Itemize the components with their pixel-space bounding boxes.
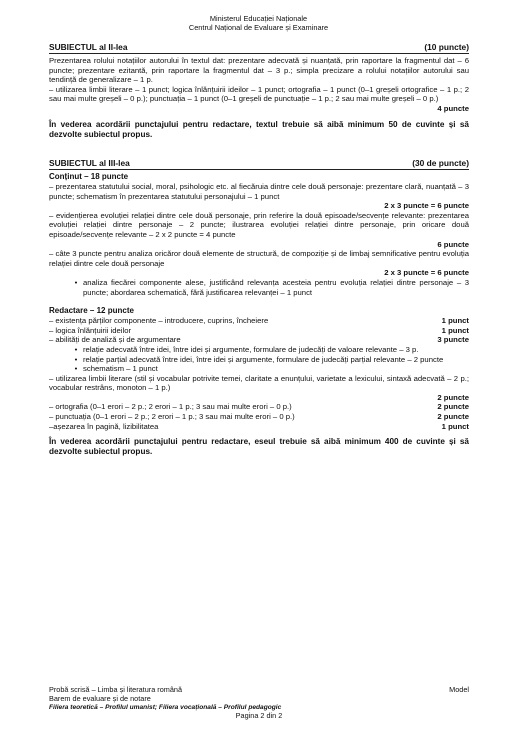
bullet-icon: • [74,344,78,354]
criterion-text: – utilizarea limbii literare – 1 punct; logica înlănțuirii ideilor – 1 punct; ortografia – 1 punct (0–1 greșeli ortografice – 1 p.; 2 sau mai multe greșeli – 0 p.); punctuația – 1 punct (0–1 greșeli de punctuație – 1 p.; 2 sau mai multe greșeli – 0 p.) [49,84,469,104]
criterion-points: 1 punct [441,421,469,431]
section-title: SUBIECTUL al II-lea [49,42,128,52]
criterion-row [49,316,469,326]
bullet-icon: • [74,354,78,364]
track-profile: Filiera teoretică – Profilul umanist; Filiera vocațională – Profilul pedagogic [49,703,282,711]
bullet-text: relație adecvată între idei, între idei și argumente, formulare de judecăți de valoare relevante – 3 p. [83,344,419,354]
criterion-points: 1 punct [441,325,469,335]
criterion-text: – câte 3 puncte pentru analiza oricăror două elemente de structură, de compoziție și de limbaj semnificative pentru evoluția relației dintre cele două personaje [49,249,469,268]
criterion-row [49,326,469,336]
criterion-text: Prezentarea rolului notațiilor autorului în textul dat: prezentare adecvată și nuanțată, prin raportare la fragmentul dat – 6 puncte; prezentare ezitantă, prin raportare la fragmentul dat – 3 p.; simpla precizare a rolului notațiilor autorului sau tendință de generalizare – 1 p. [49,56,469,85]
criterion-points: 2 x 3 puncte = 6 puncte [384,268,469,278]
bullet-text: analiza fiecărei componente alese, justificând relevanța acesteia pentru evoluția relației dintre personaje – 3 puncte; abordarea schematică, fără justificarea relevanței – 1 punct [83,277,469,297]
section-title: SUBIECTUL al III-lea [49,158,130,168]
criterion-points: 4 puncte [437,103,469,113]
criterion-row [49,412,469,422]
bullet-text: schematism – 1 punct [83,364,158,374]
list-item [49,345,469,355]
criterion-points: 3 puncte [437,335,469,345]
page-number: Pagina 2 din 2 [235,711,283,721]
criterion-points: 1 punct [441,316,469,326]
center-name: Centrul Național de Evaluare și Examinare [188,23,329,32]
criterion-points: 6 puncte [437,239,469,249]
criterion-row [49,335,469,345]
bullet-icon: • [74,277,78,287]
section-heading [49,158,469,170]
criterion-row [49,422,469,432]
criterion-points: 2 x 3 puncte = 6 puncte [384,201,469,211]
list-item [49,355,469,365]
criterion-row [49,402,469,412]
model-label: Model [449,685,469,694]
list-item [49,364,469,374]
criterion-points: 2 puncte [437,412,469,422]
ministry-name: Ministerul Educației Naționale [209,14,308,23]
criterion-text: – prezentarea statutului social, moral, psihologic etc. al fiecăruia dintre cele două personaje: prezentare clară, nuanțată – 3 puncte; schematism în prezentarea statutului personajului – 1 punct [49,182,469,201]
document-type: Barem de evaluare și de notare [49,693,151,703]
criterion-text: –așezarea în pagină, lizibilitatea [49,421,159,431]
page-footer [49,686,469,721]
bullet-text: relație parțial adecvată între idei, între idei și argumente, formulare de judecăți parțial relevante – 2 puncte [83,354,444,364]
content-heading: Conținut – 18 puncte [49,172,129,181]
writing-requirement-note: În vederea acordării punctajului pentru redactare, eseul trebuie să aibă minimum 400 de cuvinte și să dezvolte subiectul propus. [49,437,469,457]
criterion-text: – evidențierea evoluției relației dintre cele două personaje, prin referire la două episoade/secvențe relevante: prezentarea evoluției relației dintre personaje – 2 puncte; ilustrarea evoluției relației dintre personaje, prin oricare două episoade/secvențe relevante – 2 x 2 puncte = 4 puncte [49,210,469,239]
section-heading [49,42,469,54]
criterion-points: 2 puncte [437,402,469,412]
writing-heading: Redactare – 12 puncte [49,306,134,316]
section-points: (30 de puncte) [412,158,469,168]
section-subject-3 [49,158,469,458]
criterion-text: – logica înlănțuirii ideilor [49,325,132,335]
criterion-points: 2 puncte [437,392,469,402]
criterion-text: – abilități de analiză și de argumentare [49,335,181,345]
bullet-icon: • [74,364,78,374]
exam-name: Probă scrisă – Limba și literatura română [49,685,183,694]
criterion-text: – utilizarea limbii literare (stil și vocabular potrivite temei, claritate a enunțului, varietate a lexicului, sintaxă adecvată – 2 p.; vocabular restrâns, monoton – 1 p.) [49,373,469,393]
section-points: (10 puncte) [424,42,469,52]
page-header [0,14,517,32]
criterion-text: – ortografia (0–1 erori – 2 p.; 2 erori – 1 p.; 3 sau mai multe erori – 0 p.) [49,402,292,412]
writing-requirement-note: În vederea acordării punctajului pentru redactare, textul trebuie să aibă minimum 50 de cuvinte și să dezvolte subiectul propus. [49,119,469,139]
list-item [49,278,469,297]
criterion-text: – punctuația (0–1 erori – 2 p.; 2 erori – 1 p.; 3 sau mai multe erori – 0 p.) [49,412,295,422]
section-subject-2 [49,42,469,140]
criterion-text: – existența părților componente – introducere, cuprins, încheiere [49,316,269,326]
